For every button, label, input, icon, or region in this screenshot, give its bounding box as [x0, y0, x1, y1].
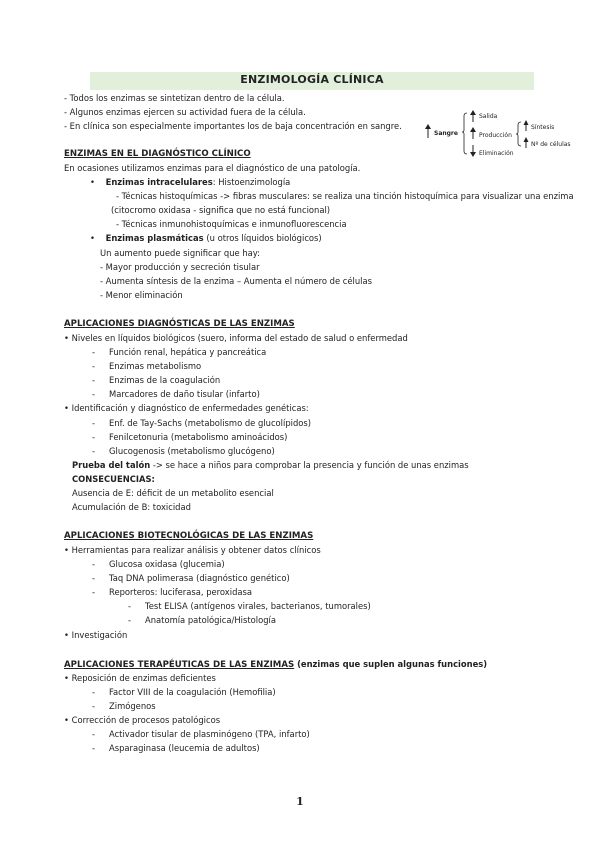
up-arrow-icon — [524, 137, 529, 148]
paragraph: - Menor eliminación — [100, 290, 183, 300]
paragraph: Ausencia de E: déficit de un metabolito esencial — [72, 488, 274, 498]
section-heading: ENZIMAS EN EL DIAGNÓSTICO CLÍNICO — [64, 149, 251, 159]
list-item: • Reposición de enzimas deficientes — [64, 673, 216, 683]
section-heading: APLICACIONES DIAGNÓSTICAS DE LAS ENZIMAS — [64, 319, 295, 329]
list-item: Marcadores de daño tisular (infarto) — [109, 389, 260, 399]
list-item: • Enzimas plasmáticas (u otros líquidos biológicos) — [90, 233, 322, 243]
paragraph: - Técnicas histoquímicas -> fibras musculares: se realiza una tinción histoquímica para visualizar una enzima — [116, 191, 574, 201]
page-number: 1 — [296, 795, 304, 808]
list-item: Enzimas de la coagulación — [109, 375, 221, 385]
blood-level-diagram — [423, 106, 571, 162]
list-item: Taq DNA polimerasa (diagnóstico genético) — [109, 573, 290, 583]
list-item: Anatomía patológica/Histología — [145, 615, 276, 625]
paragraph: En ocasiones utilizamos enzimas para el diagnóstico de una patología. — [64, 163, 361, 173]
list-item: • Enzimas intracelulares: Histoenzimología — [90, 177, 291, 187]
up-arrow-icon — [470, 127, 476, 139]
list-item: Factor VIII de la coagulación (Hemofilia) — [109, 687, 276, 697]
list-item: • Corrección de procesos patológicos — [64, 715, 221, 725]
paragraph: - Aumenta síntesis de la enzima – Aumenta el número de células — [100, 276, 372, 286]
list-item: Glucosa oxidasa (glucemia) — [109, 559, 225, 569]
list-item: • Investigación — [64, 630, 128, 640]
diagram-eliminacion: Eliminación — [479, 150, 514, 157]
brace-left — [462, 113, 467, 154]
list-item: Glucogenosis (metabolismo glucógeno) — [109, 446, 275, 456]
paragraph: Un aumento puede significar que hay: — [100, 248, 260, 258]
list-item: Función renal, hepática y pancreática — [109, 347, 267, 357]
intro-line: - Todos los enzimas se sintetizan dentro de la célula. — [64, 93, 285, 103]
diagram-n-celulas: Nº de células — [531, 141, 571, 148]
list-item: • Herramientas para realizar análisis y obtener datos clínicos — [64, 545, 321, 555]
up-arrow-icon — [470, 110, 476, 122]
brace-right — [516, 122, 521, 146]
list-item: • Identificación y diagnóstico de enfermedades genéticas: — [64, 403, 309, 413]
paragraph: CONSECUENCIAS: — [72, 474, 155, 484]
intro-line: - En clínica son especialmente importantes los de baja concentración en sangre. — [64, 121, 402, 131]
paragraph: - Mayor producción y secreción tisular — [100, 262, 260, 272]
diagram-salida: Salida — [479, 113, 498, 120]
list-item: Enf. de Tay-Sachs (metabolismo de glucolípidos) — [109, 418, 312, 428]
diagram-sintesis: Síntesis — [531, 124, 555, 131]
down-arrow-icon — [470, 145, 476, 157]
section-heading: APLICACIONES BIOTECNOLÓGICAS DE LAS ENZIMAS — [64, 531, 314, 541]
list-item: Activador tisular de plasminógeno (TPA, infarto) — [109, 729, 310, 739]
diagram-sangre: Sangre — [434, 130, 458, 137]
up-arrow-icon — [524, 120, 529, 131]
document-page: ENZIMOLOGÍA CLÍNICA - Todos los enzimas se sintetizan dentro de la célula. - Algunos enzimas ejercen su actividad fuera de la célula. - En clínica son especialmente importantes los de baja concentración en sangre. Sangre Salida Producción Eliminación Síntesis Nº de células ENZIMAS EN EL DIAGNÓSTICO CLÍNICO En ocasiones utilizamos enzimas para el diagnóstico de una patología. • Enzimas intracelulares: Histoenzimología - Técnicas histoquímicas -> fibras musculares: se realiza una tinción histoquímica para visualizar una enzima (citocromo oxidasa - significa que no está funcional) - Técnicas inmunohistoquímicas e inmunofluorescencia • Enzimas plasmáticas (u otros líquidos biológicos) Un aumento puede significar que hay: - Mayor producción y secreción tisular - Aumenta síntesis de la enzima – Aumenta el número de células - Menor eliminación APLICACIONES DIAGNÓSTICAS DE LAS ENZIMAS • Niveles en líquidos biológicos (suero, informa del estado de salud o enfermedad - Función renal, hepática y pancreática - Enzimas metabolismo - Enzimas de la coagulación - Marcadores de daño tisular (infarto) • Identificación y diagnóstico de enfermedades genéticas: - Enf. de Tay-Sachs (metabolismo de glucolípidos) - Fenilcetonuria (metabolismo aminoácidos) - Glucogenosis (metabolismo glucógeno) Prueba del talón -> se hace a niños para comprobar la presencia y función de unas enzimas CONSECUENCIAS: Ausencia de E: déficit de un metabolito esencial Acumulación de B: toxicidad APLICACIONES BIOTECNOLÓGICAS DE LAS ENZIMAS • Herramientas para realizar análisis y obtener datos clínicos - Glucosa oxidasa (glucemia) - Taq DNA polimerasa (diagnóstico genético) - Reporteros: luciferasa, peroxidasa - Test ELISA (antígenos virales, bacterianos, tumorales) - Anatomía patológica/Histología • Investigación APLICACIONES TERAPÉUTICAS DE LAS ENZIMAS (enzimas que suplen algunas funciones) • Reposición de enzimas deficientes - Factor VIII de la coagulación (Hemofilia) - Zimógenos • Corrección de procesos patológicos - Activador tisular de plasminógeno (TPA, infarto) - Asparaginasa (leucemia de adultos) 1 — [0, 0, 600, 848]
list-item: Test ELISA (antígenos virales, bacterianos, tumorales) — [145, 601, 371, 611]
paragraph: - Técnicas inmunohistoquímicas e inmunofluorescencia — [116, 219, 347, 229]
intro-line: - Algunos enzimas ejercen su actividad fuera de la célula. — [64, 107, 306, 117]
list-item: Zimógenos — [109, 701, 156, 711]
list-item: • Niveles en líquidos biológicos (suero, informa del estado de salud o enfermedad — [64, 333, 408, 343]
diagram-produccion: Producción — [479, 132, 512, 139]
list-item: Enzimas metabolismo — [109, 361, 202, 371]
list-item: Asparaginasa (leucemia de adultos) — [109, 743, 260, 753]
paragraph: (citocromo oxidasa - significa que no está funcional) — [111, 205, 331, 215]
paragraph: Prueba del talón -> se hace a niños para comprobar la presencia y función de unas enzimas — [72, 460, 469, 470]
up-arrow-icon — [425, 124, 431, 138]
section-heading: APLICACIONES TERAPÉUTICAS DE LAS ENZIMAS (enzimas que suplen algunas funciones) — [64, 659, 488, 670]
list-item: Fenilcetonuria (metabolismo aminoácidos) — [109, 432, 288, 442]
page-title: ENZIMOLOGÍA CLÍNICA — [240, 73, 384, 86]
paragraph: Acumulación de B: toxicidad — [72, 502, 191, 512]
list-item: Reporteros: luciferasa, peroxidasa — [109, 587, 253, 597]
